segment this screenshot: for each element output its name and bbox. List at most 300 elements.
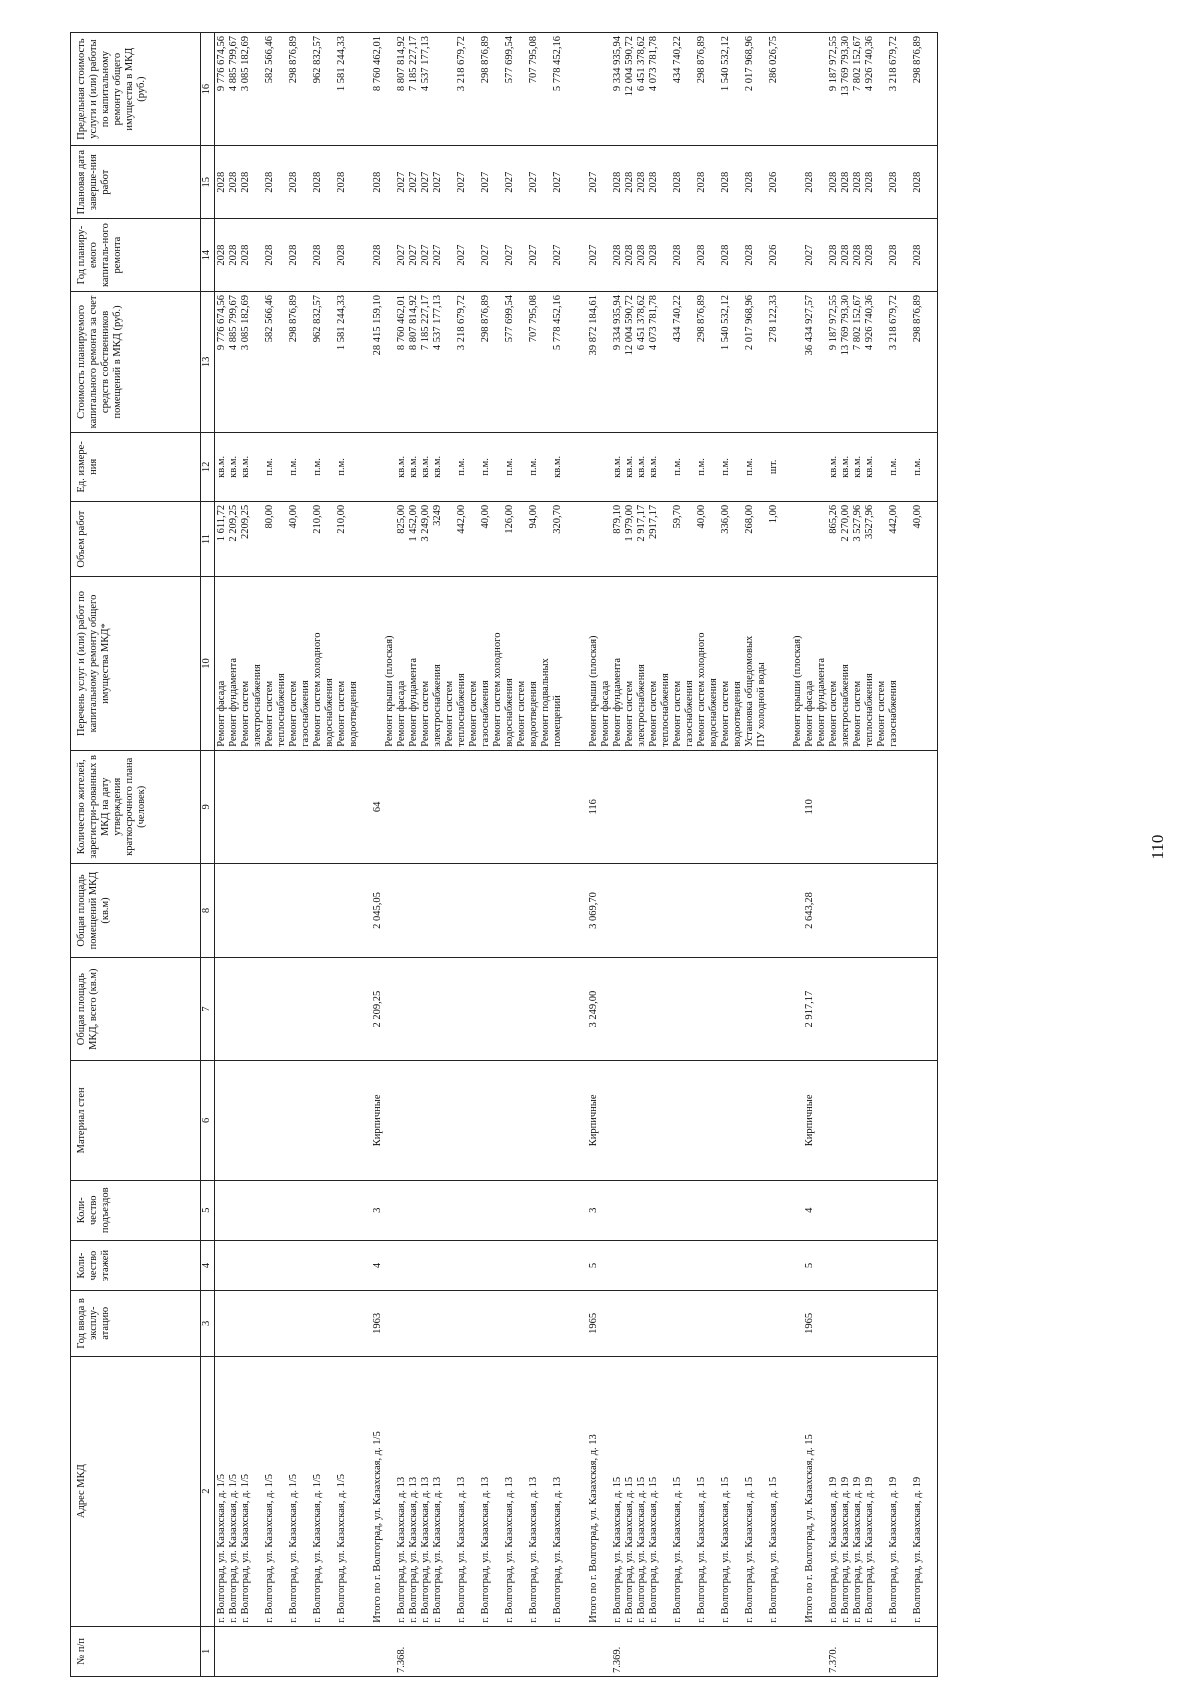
cell-text [216, 1630, 228, 1673]
cell-residents [840, 754, 852, 860]
cell-wall [312, 1064, 336, 1176]
cell-text [336, 961, 348, 1057]
cell-text: 2027 [420, 244, 431, 266]
cell-text [648, 961, 660, 1057]
cell-text [624, 754, 636, 860]
cell-cost [228, 295, 240, 429]
cell-text: 7 185 227,17 [420, 295, 431, 351]
cell-residents [504, 754, 528, 860]
cell-text [828, 1064, 840, 1176]
cell-text [288, 1294, 300, 1352]
header-cell: Количество жителей, зарегистри-рованных в МКД на дату утверждения краткосрочного плана (человек) [71, 750, 201, 863]
cell-limit [588, 36, 612, 142]
cell-num [768, 1630, 792, 1673]
cell-vol [612, 505, 624, 573]
cell-unit [312, 436, 336, 498]
cell-cost [696, 295, 720, 429]
cell-text [888, 1294, 900, 1352]
cell-text [264, 1244, 276, 1287]
cell-text: г. Волгоград, ул. Казахская, д. 19 [912, 1476, 923, 1623]
cell-num [696, 1630, 720, 1673]
cell-entr [528, 1184, 552, 1237]
cell-text: кв.м. [240, 455, 251, 478]
cell-text [312, 867, 324, 954]
cell-floors [288, 1244, 312, 1287]
cell-text [696, 1294, 708, 1352]
cell-residents [456, 754, 480, 860]
cell-text [624, 961, 636, 1057]
cell-wall [552, 1064, 576, 1176]
work-line: Ремонт систем холодного [696, 632, 707, 747]
cell-text [636, 961, 648, 1057]
work-line: Ремонт систем [444, 680, 455, 747]
work-line: Ремонт подвальных [540, 658, 551, 747]
cell-text: 110 [804, 799, 815, 815]
cell-year [888, 1294, 912, 1352]
cell-limit [912, 36, 936, 142]
cell-addr [312, 1360, 336, 1623]
col-unit [215, 432, 938, 501]
header-cell: Объем работ [71, 501, 201, 576]
cell-text: кв.м. [396, 455, 407, 478]
cell-vol [216, 505, 228, 573]
cell-entr [336, 1184, 360, 1237]
cell-text [588, 436, 600, 498]
cell-residents [408, 754, 420, 860]
cell-text: п.м. [480, 458, 491, 476]
header-cell: Общая площадь помещений МКД (кв.м) [71, 863, 201, 957]
work-line: Ремонт систем [624, 680, 635, 747]
cell-text: 4 073 781,78 [648, 36, 659, 92]
cell-text [888, 1184, 900, 1237]
cell-area [552, 961, 576, 1057]
cell-limit [648, 36, 672, 142]
cell-text: 2028 [696, 244, 707, 266]
cell-year [528, 1294, 552, 1352]
cell-text [828, 1184, 840, 1237]
column-number: 14 [201, 219, 215, 292]
work-line: Ремонт систем [336, 680, 347, 747]
work-line: электроснабжения [432, 664, 443, 747]
cell-area_prem [648, 867, 672, 954]
work-line: помещений [552, 695, 563, 747]
cell-vol [744, 505, 768, 573]
cell-text: г. Волгоград, ул. Казахская, д. 15 [720, 1476, 731, 1623]
cell-year [420, 1294, 432, 1352]
cell-year [504, 1294, 528, 1352]
cell-year [312, 1294, 336, 1352]
cell-num [408, 1630, 420, 1673]
cell-unit [768, 436, 792, 498]
cell-text: 577 699,54 [504, 295, 515, 343]
cell-text: Итого по г. Волгоград, ул. Казахская, д. 13 [588, 1434, 599, 1623]
cell-floors [768, 1244, 792, 1287]
cell-text: 7 802 152,67 [852, 36, 863, 92]
cell-floors [240, 1244, 264, 1287]
cell-text: 3 [372, 1207, 383, 1213]
cell-entr [840, 1184, 852, 1237]
cell-floors [312, 1244, 336, 1287]
cell-text [840, 961, 852, 1057]
cell-text [636, 754, 648, 860]
cell-addr [408, 1360, 420, 1623]
cell-wall [672, 1064, 696, 1176]
cell-plan_year [648, 222, 672, 288]
work-line: водоотведения [528, 681, 539, 747]
cell-text [636, 1184, 648, 1237]
cell-area_prem [336, 867, 360, 954]
cell-plan_year [852, 222, 864, 288]
cell-addr [480, 1360, 504, 1623]
cell-num [480, 1630, 504, 1673]
cell-end [888, 149, 912, 215]
cell-text [840, 1244, 852, 1287]
cell-area [828, 961, 840, 1057]
cell-vol [432, 505, 456, 573]
cell-unit [432, 436, 456, 498]
cell-text: 2028 [624, 171, 635, 193]
cell-text: кв.м. [612, 455, 623, 478]
cell-unit [888, 436, 912, 498]
cell-text: 2027 [588, 171, 599, 193]
cell-text [636, 1064, 648, 1176]
cell-area [216, 961, 228, 1057]
col-premises-area [215, 863, 938, 957]
cell-residents [420, 754, 432, 860]
cell-text: 40,00 [912, 504, 923, 529]
cell-text: г. Волгоград, ул. Казахская, д. 15 [768, 1476, 779, 1623]
cell-residents [720, 754, 744, 860]
cell-work [360, 580, 384, 746]
cell-text [228, 1064, 240, 1176]
cell-text: 298 876,89 [696, 36, 707, 84]
cell-text: 4 926 740,36 [864, 36, 875, 92]
cell-end [432, 149, 456, 215]
cell-text: 40,00 [288, 504, 299, 529]
cell-plan_year [720, 222, 744, 288]
cell-unit [588, 436, 612, 498]
cell-addr [888, 1360, 912, 1623]
cell-text: 2027 [528, 171, 539, 193]
cell-text [432, 1244, 444, 1287]
cell-end [480, 149, 504, 215]
cell-text: 2 017 968,96 [744, 295, 755, 351]
cell-text [636, 1630, 648, 1673]
col-volume [215, 501, 938, 576]
cell-floors [216, 1244, 228, 1287]
cell-text: 2028 [240, 171, 251, 193]
work-line [768, 580, 780, 746]
cell-text: п.м. [744, 458, 755, 476]
cell-text [672, 754, 684, 860]
cell-plan_year [804, 222, 828, 288]
cell-floors [456, 1244, 480, 1287]
work-line: водоснабжения [708, 678, 719, 747]
cell-end [216, 149, 228, 215]
cell-vol [888, 505, 912, 573]
cell-text: 707 795,08 [528, 295, 539, 343]
cell-floors [864, 1244, 888, 1287]
cell-cost [636, 295, 648, 429]
cell-work [804, 580, 816, 746]
cell-cost [672, 295, 696, 429]
cell-floors [852, 1244, 864, 1287]
cell-residents [804, 754, 828, 860]
column-number: 6 [201, 1061, 215, 1180]
cell-plan_year [840, 222, 852, 288]
cell-text: 3 069,70 [588, 892, 599, 929]
cell-text: 2028 [648, 244, 659, 266]
cell-num [636, 1630, 648, 1673]
cell-text [336, 1064, 348, 1176]
cell-wall [852, 1064, 864, 1176]
cell-text [852, 1184, 864, 1237]
cell-text: 2 045,05 [372, 892, 383, 929]
cell-vol [552, 505, 576, 573]
cell-text [228, 961, 240, 1057]
cell-text [768, 867, 780, 954]
cell-num [432, 1630, 456, 1673]
col-limit-cost [215, 33, 938, 146]
cell-text [672, 1244, 684, 1287]
cell-text: п.м. [504, 458, 515, 476]
cell-text: п.м. [264, 458, 275, 476]
col-year [215, 1291, 938, 1356]
cell-text [552, 961, 564, 1057]
cell-wall [228, 1064, 240, 1176]
cell-text: 2028 [672, 244, 683, 266]
cell-text: кв.м. [216, 455, 227, 478]
cell-text: г. Волгоград, ул. Казахская, д. 19 [888, 1476, 899, 1623]
cell-wall [768, 1064, 792, 1176]
cell-area [408, 961, 420, 1057]
cell-text: 2209,25 [240, 504, 251, 540]
cell-unit [264, 436, 288, 498]
cell-addr [288, 1360, 312, 1623]
work-line: водоотведения [348, 681, 359, 747]
cell-wall [408, 1064, 420, 1176]
cell-text [528, 1184, 540, 1237]
cell-area [804, 961, 828, 1057]
cell-text [336, 754, 348, 860]
cell-text: 2028 [336, 244, 347, 266]
cell-limit [852, 36, 864, 142]
cell-text [504, 867, 516, 954]
cell-text [216, 1064, 228, 1176]
cell-unit [504, 436, 528, 498]
cell-text [612, 754, 624, 860]
cell-wall [912, 1064, 936, 1176]
cell-unit [672, 436, 696, 498]
cell-addr [240, 1360, 264, 1623]
cell-limit [288, 36, 312, 142]
cell-text [408, 1064, 420, 1176]
cell-addr [420, 1360, 432, 1623]
cell-text [864, 1294, 876, 1352]
cell-vol [804, 505, 828, 573]
cell-text: 2028 [852, 171, 863, 193]
cell-area [456, 961, 480, 1057]
cell-year [408, 1294, 420, 1352]
cell-text: 2028 [696, 171, 707, 193]
cell-text [528, 754, 540, 860]
cell-area_prem [804, 867, 828, 954]
cell-text [288, 1184, 300, 1237]
cell-text: 116 [588, 799, 599, 815]
cell-text: 40,00 [696, 504, 707, 529]
cell-text: 3 [588, 1207, 599, 1213]
cell-text: 12 004 590,72 [624, 36, 635, 97]
cell-text: 2028 [912, 171, 923, 193]
cell-text: 336,00 [720, 504, 731, 534]
cell-residents [636, 754, 648, 860]
cell-text: 2 917,17 [804, 990, 815, 1028]
cell-text: 2028 [804, 171, 815, 193]
cell-text: 707 795,08 [528, 36, 539, 84]
cell-text [648, 1244, 660, 1287]
cell-area [264, 961, 288, 1057]
cell-wall [288, 1064, 312, 1176]
cell-wall [624, 1064, 636, 1176]
cell-text [648, 1630, 660, 1673]
cell-text: 3249 [432, 504, 443, 526]
cell-residents [228, 754, 240, 860]
cell-text [852, 1244, 864, 1287]
cell-end [336, 149, 360, 215]
cell-plan_year [420, 222, 432, 288]
cell-year [456, 1294, 480, 1352]
cell-text [852, 867, 864, 954]
cell-text: 582 566,46 [264, 36, 275, 84]
cell-text [636, 867, 648, 954]
cell-vol [396, 505, 408, 573]
cell-num [672, 1630, 696, 1673]
cell-text [240, 1184, 252, 1237]
header-cell: Коли-чество подъездов [71, 1180, 201, 1240]
cell-text [648, 754, 660, 860]
cell-wall [528, 1064, 552, 1176]
cell-text [552, 867, 564, 954]
cell-text [720, 1184, 732, 1237]
cell-wall [888, 1064, 912, 1176]
cell-text: г. Волгоград, ул. Казахская, д. 13 [456, 1476, 467, 1623]
cell-residents [768, 754, 792, 860]
cell-text [480, 867, 492, 954]
cell-area_prem [372, 867, 396, 954]
cell-text [336, 867, 348, 954]
cell-entr [672, 1184, 696, 1237]
work-line: Ремонт фундамента [612, 657, 623, 747]
cell-text: 1 611,72 [216, 504, 227, 542]
cell-work [600, 580, 612, 746]
work-line: теплоснабжения [276, 673, 287, 747]
cell-text [456, 754, 468, 860]
cell-text: 2028 [648, 171, 659, 193]
cell-cost [480, 295, 504, 429]
cell-unit [552, 436, 576, 498]
cell-area_prem [504, 867, 528, 954]
cell-text: п.м. [888, 458, 899, 476]
cell-text [744, 961, 756, 1057]
cell-text [420, 1184, 432, 1237]
cell-text: 2028 [840, 171, 851, 193]
cell-entr [264, 1184, 288, 1237]
cell-text [888, 1244, 900, 1287]
cell-year [432, 1294, 456, 1352]
cell-text [588, 505, 600, 573]
cell-limit [744, 36, 768, 142]
cell-text [912, 867, 924, 954]
cell-text: 1 540 532,12 [720, 295, 731, 351]
cell-text: 1 581 244,33 [336, 295, 347, 351]
cell-text: 2027 [552, 171, 563, 193]
cell-work [396, 580, 408, 746]
work-line: Ремонт систем [468, 680, 479, 747]
cell-text [720, 867, 732, 954]
work-line: Ремонт крыши (плоская) [588, 635, 599, 747]
cell-num [612, 1630, 624, 1673]
cell-area_prem [852, 867, 864, 954]
cell-limit [396, 36, 408, 142]
cell-cost [288, 295, 312, 429]
cell-text: 2028 [216, 171, 227, 193]
cell-year [216, 1294, 228, 1352]
work-line: Ремонт фундамента [816, 657, 827, 747]
cell-addr [612, 1360, 624, 1623]
cell-end [588, 149, 612, 215]
cell-text: 442,00 [888, 504, 899, 534]
cell-wall [636, 1064, 648, 1176]
cell-text [396, 1184, 408, 1237]
cell-limit [264, 36, 288, 142]
cell-cost [372, 295, 396, 429]
cell-text [840, 754, 852, 860]
cell-text [408, 754, 420, 860]
cell-text: 2028 [864, 171, 875, 193]
cell-area [912, 961, 936, 1057]
cell-unit [372, 436, 396, 498]
cell-wall [240, 1064, 264, 1176]
cell-text: 1963 [372, 1312, 383, 1334]
cell-text [432, 1184, 444, 1237]
cell-text [504, 1064, 516, 1176]
cell-text: кв.м. [852, 455, 863, 478]
cell-floors [480, 1244, 504, 1287]
cell-text: 962 832,57 [312, 36, 323, 84]
cell-text: кв.м. [840, 455, 851, 478]
cell-floors [624, 1244, 636, 1287]
cell-area_prem [432, 867, 456, 954]
cell-text: 298 876,89 [696, 295, 707, 343]
cell-text [456, 1294, 468, 1352]
cell-text [264, 754, 276, 860]
cell-text [264, 867, 276, 954]
column-number: 8 [201, 863, 215, 957]
cell-text [624, 1064, 636, 1176]
cell-limit [216, 36, 228, 142]
cell-limit [696, 36, 720, 142]
cell-text [528, 961, 540, 1057]
cell-text: 3 218 679,72 [456, 36, 467, 92]
cell-text [672, 1294, 684, 1352]
cell-year [624, 1294, 636, 1352]
cell-text: 582 566,46 [264, 295, 275, 343]
cell-text: 6 451 378,62 [636, 295, 647, 351]
cell-text: 1 452,00 [408, 504, 419, 542]
cell-area [420, 961, 432, 1057]
cell-end [804, 149, 828, 215]
cell-year [696, 1294, 720, 1352]
